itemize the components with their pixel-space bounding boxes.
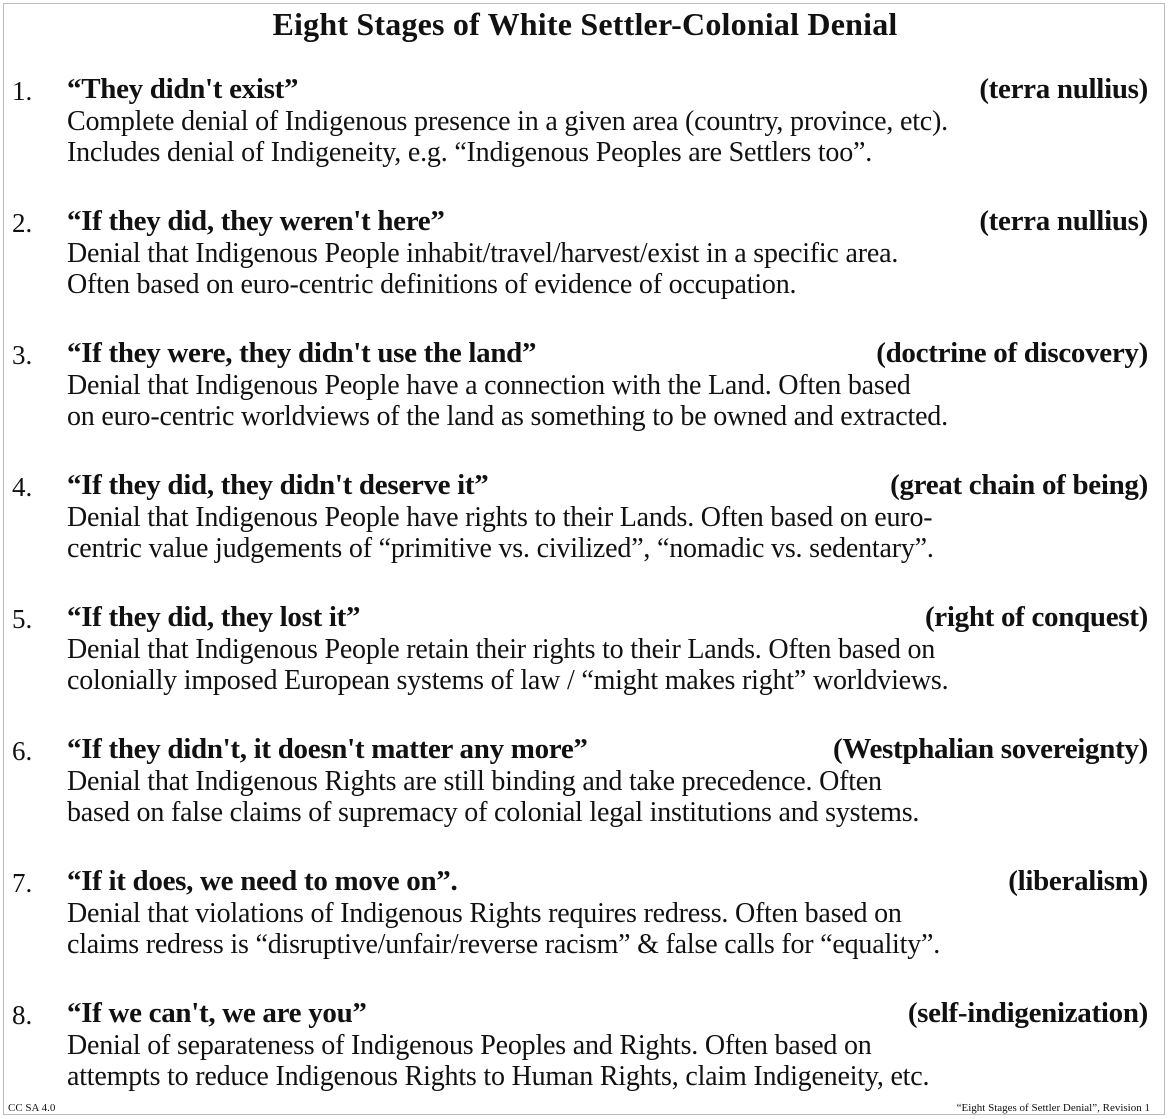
stage-description: Denial that Indigenous People have a connection with the Land. Often based on euro-centric worldviews of the land as something to be owned and extracted. <box>67 370 948 432</box>
stage-number: 7. <box>12 868 33 898</box>
stage-number: 4. <box>12 472 33 502</box>
stage-tag: (Westphalian sovereignty) <box>833 733 1148 765</box>
stage-tag: (great chain of being) <box>890 469 1148 501</box>
stage-heading: “If they did, they weren't here” <box>67 205 445 237</box>
document-title: Eight Stages of White Settler-Colonial Denial <box>272 6 898 42</box>
stage-heading: “If it does, we need to move on”. <box>67 865 458 897</box>
stage-description: Complete denial of Indigenous presence in a given area (country, province, etc). Includes denial of Indigeneity, e.g. “Indigenous Peoples are Settlers too”. <box>67 106 948 168</box>
stage-description: Denial that violations of Indigenous Rights requires redress. Often based on claims redress is “disruptive/unfair/reverse racism” & false calls for “equality”. <box>67 898 941 960</box>
stage-heading: “If they were, they didn't use the land” <box>67 337 537 369</box>
stage-description: Denial of separateness of Indigenous Peoples and Rights. Often based on attempts to reduce Indigenous Rights to Human Rights, claim Indigeneity, etc. <box>67 1030 930 1092</box>
stage-number: 1. <box>12 76 33 106</box>
stage-number: 6. <box>12 736 33 766</box>
stage-tag: (right of conquest) <box>924 601 1148 633</box>
stage-heading: “If we can't, we are you” <box>67 997 367 1029</box>
stage-tag: (terra nullius) <box>979 73 1148 105</box>
stage-tag: (terra nullius) <box>979 205 1148 237</box>
stage-description: Denial that Indigenous Rights are still binding and take precedence. Often based on false claims of supremacy of colonial legal institutions and systems. <box>67 766 920 828</box>
stage-heading: “If they didn't, it doesn't matter any more” <box>67 733 588 765</box>
stage-number: 2. <box>12 208 33 238</box>
stage-tag: (liberalism) <box>1008 865 1148 897</box>
stage-number: 5. <box>12 604 33 634</box>
stage-description: Denial that Indigenous People retain their rights to their Lands. Often based on colonially imposed European systems of law / “might makes right” worldviews. <box>67 634 949 696</box>
stage-tag: (self-indigenization) <box>907 997 1148 1029</box>
stage-heading: “If they did, they didn't deserve it” <box>67 469 489 501</box>
license-note: CC SA 4.0 <box>8 1102 56 1114</box>
stage-number: 8. <box>12 1000 33 1030</box>
stage-tag: (doctrine of discovery) <box>876 337 1148 369</box>
stage-description: Denial that Indigenous People inhabit/travel/harvest/exist in a specific area. Often based on euro-centric definitions of evidence of occupation. <box>67 238 899 300</box>
stage-heading: “They didn't exist” <box>67 73 299 105</box>
stage-number: 3. <box>12 340 33 370</box>
revision-note: “Eight Stages of Settler Denial”, Revision 1 <box>956 1102 1150 1114</box>
stage-description: Denial that Indigenous People have rights to their Lands. Often based on euro- centric value judgements of “primitive vs. civilized”, “nomadic vs. sedentary”. <box>67 502 934 564</box>
stage-heading: “If they did, they lost it” <box>67 601 361 633</box>
